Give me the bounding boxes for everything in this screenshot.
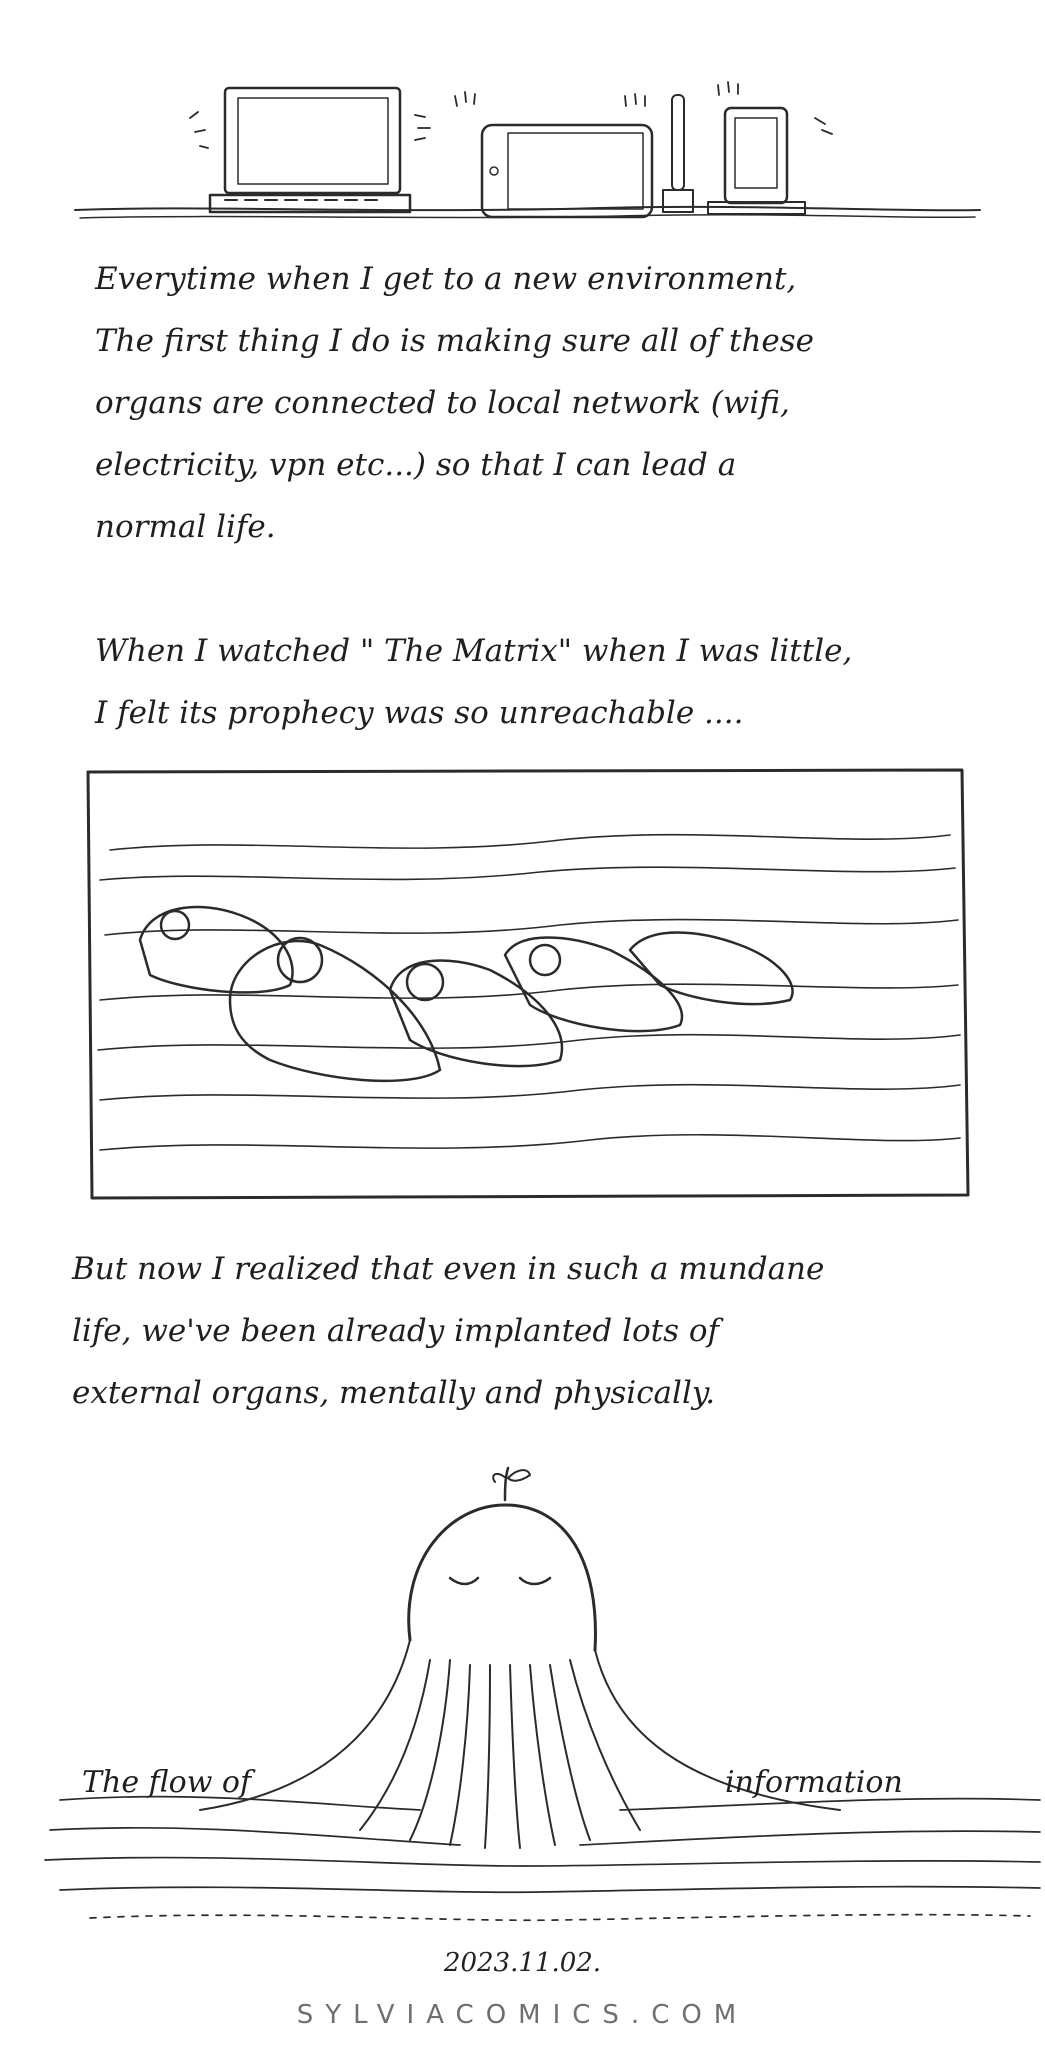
site-footer: SYLVIACOMICS.COM (296, 2000, 749, 2030)
intro-paragraph-1: Everytime when I get to a new environment, The first thing I do is making sure all of these organs are connected to local network (wifi, electricity, vpn etc...) so that I can lead a normal life. (95, 261, 815, 545)
intro-paragraph-2: When I watched " The Matrix" when I was little, I felt its prophecy was so unreachable .... (95, 633, 853, 731)
comic-date: 2023.11.02. (443, 1948, 602, 1978)
middle-paragraph: But now I realized that even in such a mundane life, we've been already implanted lots of external organs, mentally and physically. (72, 1251, 825, 1411)
label-information: information (725, 1765, 903, 1800)
label-flow-of: The flow of (82, 1765, 252, 1800)
